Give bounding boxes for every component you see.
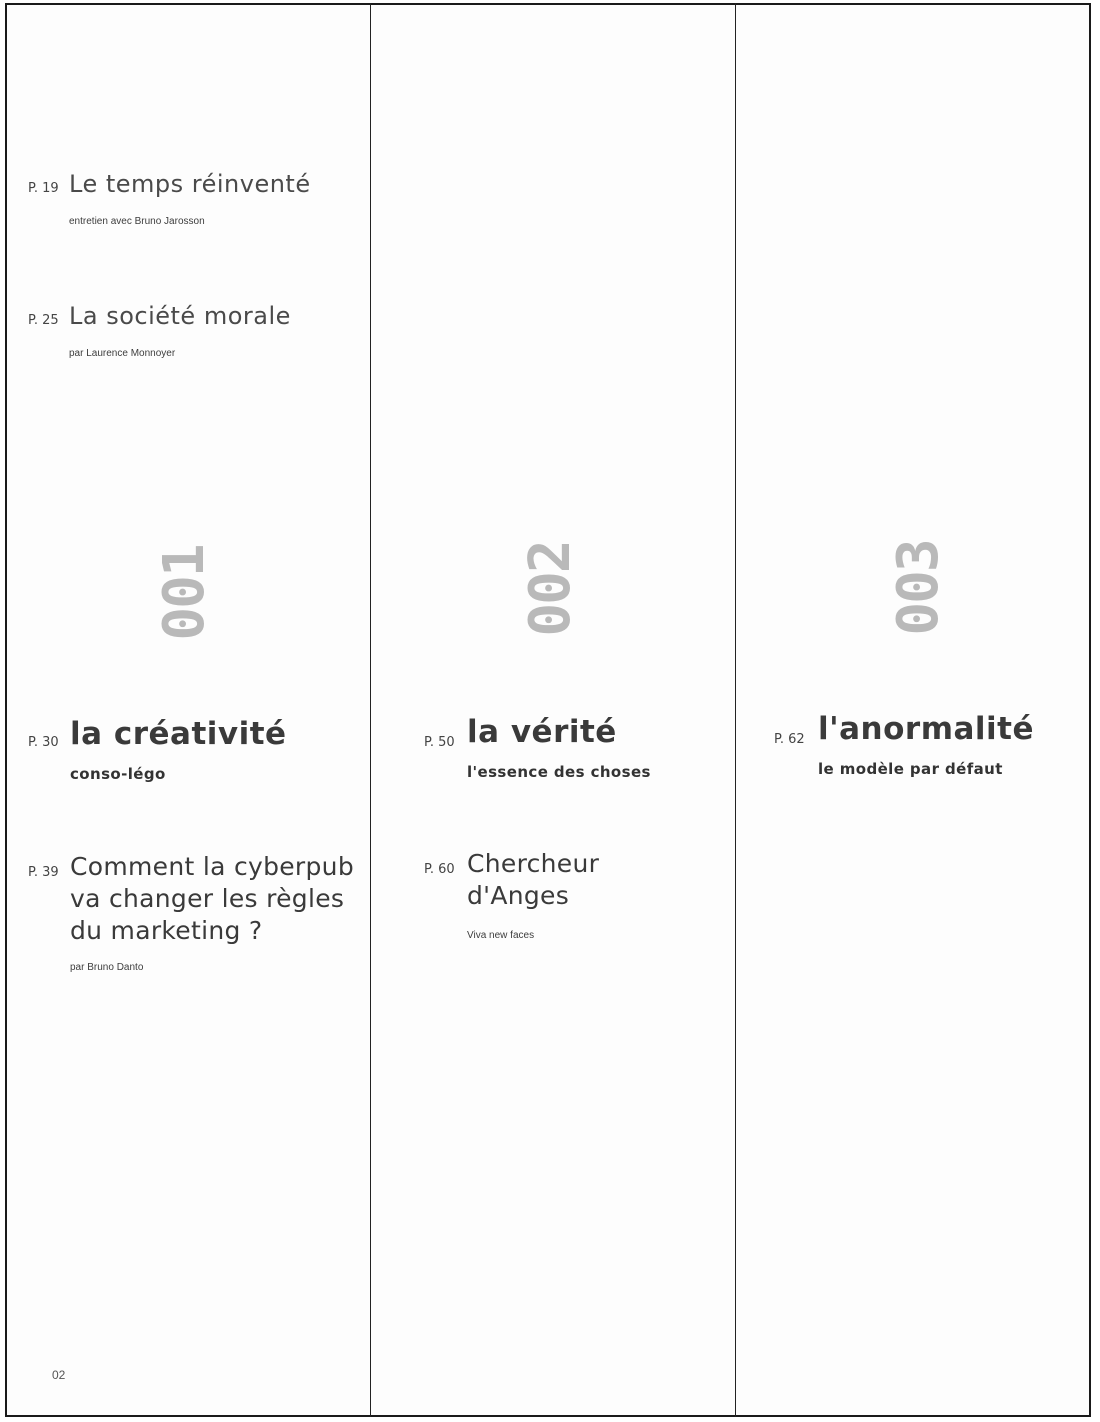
entry-byline: entretien avec Bruno Jarosson [69,216,205,227]
article-title-line: va changer les règles [70,884,345,913]
column-divider-1 [370,3,371,1417]
entry-byline: par Laurence Monnoyer [69,348,176,359]
article-title-line: Chercheur [467,849,600,878]
feature-title[interactable]: la vérité [467,714,617,750]
article-byline: Viva new faces [467,930,535,941]
article-page-number: P. 39 [28,865,59,880]
feature-page-number: P. 30 [28,735,59,750]
feature-page-number: P. 50 [424,735,455,750]
feature-page-number: P. 62 [774,732,805,747]
column-divider-2 [735,3,736,1417]
entry-page-number: P. 19 [28,181,59,196]
article-title[interactable] [70,851,354,947]
article-title[interactable] [467,848,599,912]
article-title-line: Comment la cyberpub [70,852,354,881]
feature-subtitle: l'essence des choses [467,763,651,781]
feature-title[interactable]: la créativité [70,716,287,752]
article-page-number: P. 60 [424,862,455,877]
section-number: 001 [152,545,217,641]
feature-subtitle: conso-légo [70,765,166,783]
entry-title[interactable]: La société morale [69,302,291,330]
entry-page-number: P. 25 [28,313,59,328]
section-number: 002 [518,541,583,637]
feature-subtitle: le modèle par défaut [818,760,1003,778]
article-byline: par Bruno Danto [70,962,144,973]
article-title-line: du marketing ? [70,916,263,945]
feature-title[interactable]: l'anormalité [818,711,1035,747]
article-title-line: d'Anges [467,881,570,910]
page-folio: 02 [52,1368,66,1382]
section-number: 003 [886,540,951,636]
entry-title[interactable]: Le temps réinventé [69,170,311,198]
